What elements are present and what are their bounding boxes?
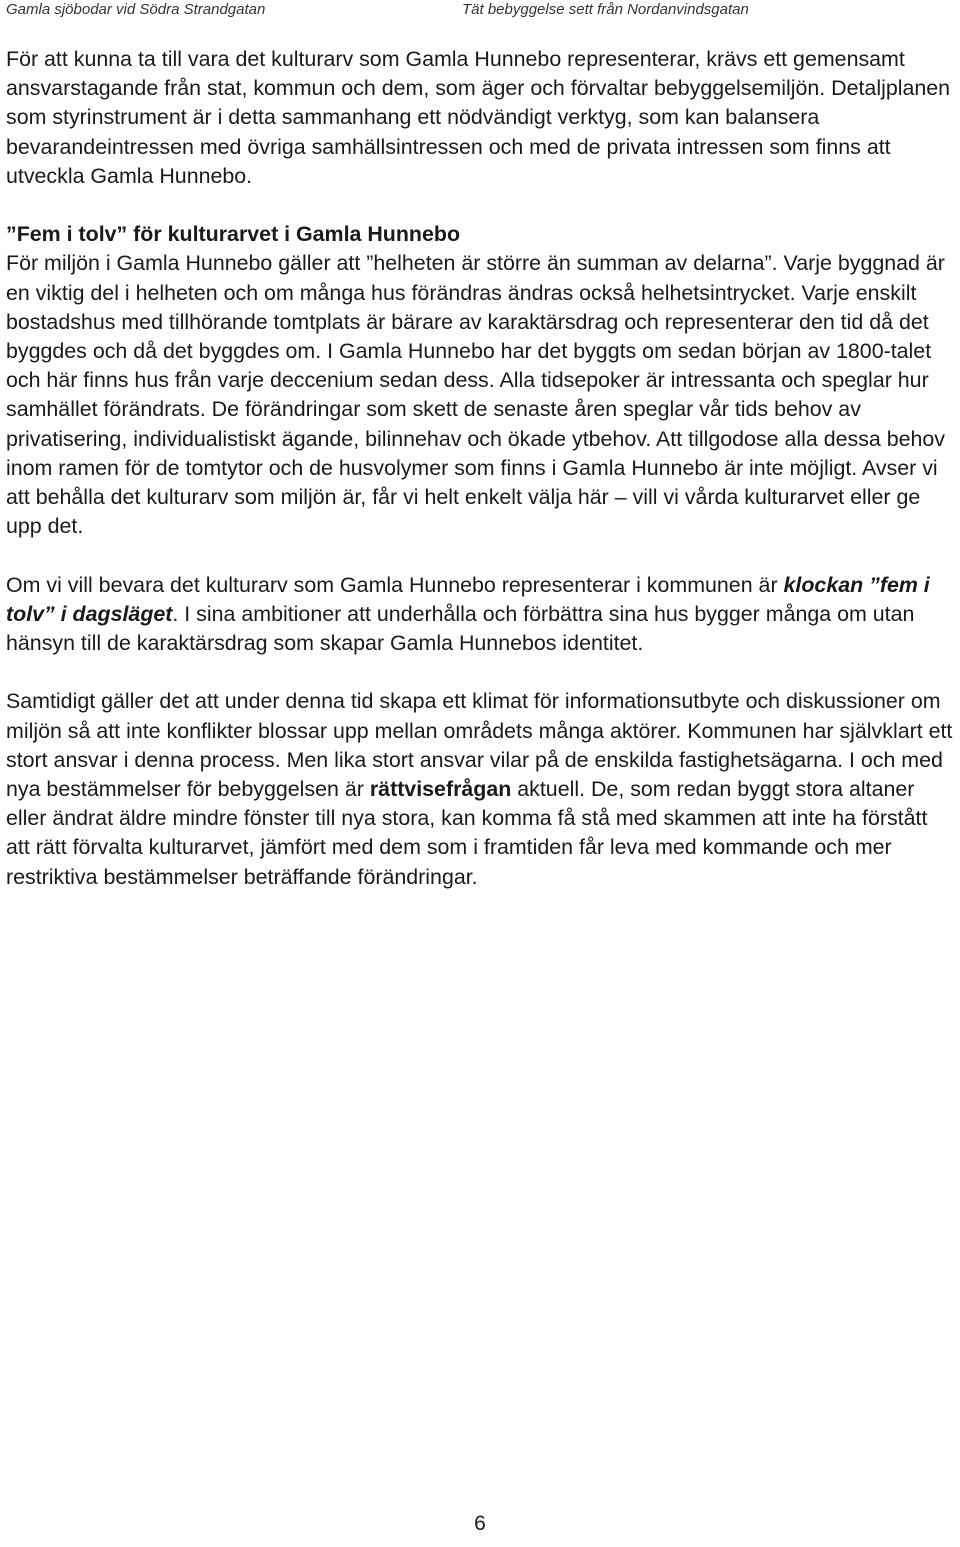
section-fem-i-tolv: [6, 220, 956, 541]
header-caption-right: Tät bebyggelse sett från Nordanvindsgatan: [462, 1, 749, 18]
rattvise-text-before: Samtidigt gäller det att under denna tid skapa ett klimat för informationsutbyte och diskussioner om miljön så att inte konflikter blossar upp mellan områdets många aktörer. Kommunen har självklart ett stort ansvar i denna process. Men lika stort ansvar vilar på de enskilda fastighetsägarna. I och med nya bestämmelser för bebyggelsen är: [6, 689, 953, 802]
klockan-emphasis: klockan ”fem i tolv” i dagsläget: [6, 572, 930, 626]
rattvisefragan-paragraph: [6, 687, 956, 891]
klockan-text-before: Om vi vill bevara det kulturarv som Gamla Hunnebo representerar i kommunen är: [6, 572, 784, 597]
intro-paragraph: För att kunna ta till vara det kulturarv som Gamla Hunnebo representerar, krävs ett gemensamt ansvarstagande från stat, kommun och dem, som äger och förvaltar bebyggelsemiljön. Detaljplanen som styrinstrument är i detta sammanhang ett nödvändigt verktyg, som kan balansera bevarandeintressen med övriga samhällsintressen och med de privata intressen som finns att utveckla Gamla Hunnebo.: [6, 47, 951, 188]
page-number: 6: [474, 1512, 486, 1535]
header-caption-left: Gamla sjöbodar vid Södra Strandgatan: [6, 1, 266, 18]
rattvise-text-after: aktuell. De, som redan byggt stora altaner eller ändrat äldre mindre fönster till nya stora, kan komma få stå med skammen att inte ha förstått att rätt förvalta kulturarvet, jämfört med dem som i framtiden får leva med kommande och mer restriktiva bestämmelser beträffande förändringar.: [6, 777, 928, 889]
klockan-paragraph: [6, 571, 956, 659]
section-paragraph: För miljön i Gamla Hunnebo gäller att ”helheten är större än summan av delarna”. Varje byggnad är en viktig del i helheten och om många hus förändras ändras också helhetsintrycket. Varje enskilt bostadshus med tillhörande tomtplats är bärare av karaktärsdrag och representerar den tid då det byggdes och då det byggdes om. I Gamla Hunnebo har det byggts om sedan början av 1800-talet och här finns hus från varje deccenium sedan dess. Alla tidsepoker är intressanta och speglar hur samhället förändrats. De förändringar som skett de senaste åren speglar vår tids behov av privatisering, individualistiskt ägande, bilinnehav och ökade ytbehov. Att tillgodose alla dessa behov inom ramen för de tomtytor och de husvolymer som finns i Gamla Hunnebo är inte möjligt. Avser vi att behålla det kulturarv som miljön är, får vi helt enkelt välja här – vill vi vårda kulturarvet eller ge upp det.: [6, 251, 946, 539]
klockan-text-after: . I sina ambitioner att underhålla och förbättra sina hus bygger många om utan hänsyn till de karaktärsdrag som skapar Gamla Hunnebos identitet.: [6, 601, 915, 656]
page-header: [0, 0, 960, 24]
section-heading: ”Fem i tolv” för kulturarvet i Gamla Hunnebo: [6, 222, 461, 247]
document-body: [6, 45, 956, 892]
rattvise-emphasis: rättvisefrågan: [369, 777, 512, 802]
